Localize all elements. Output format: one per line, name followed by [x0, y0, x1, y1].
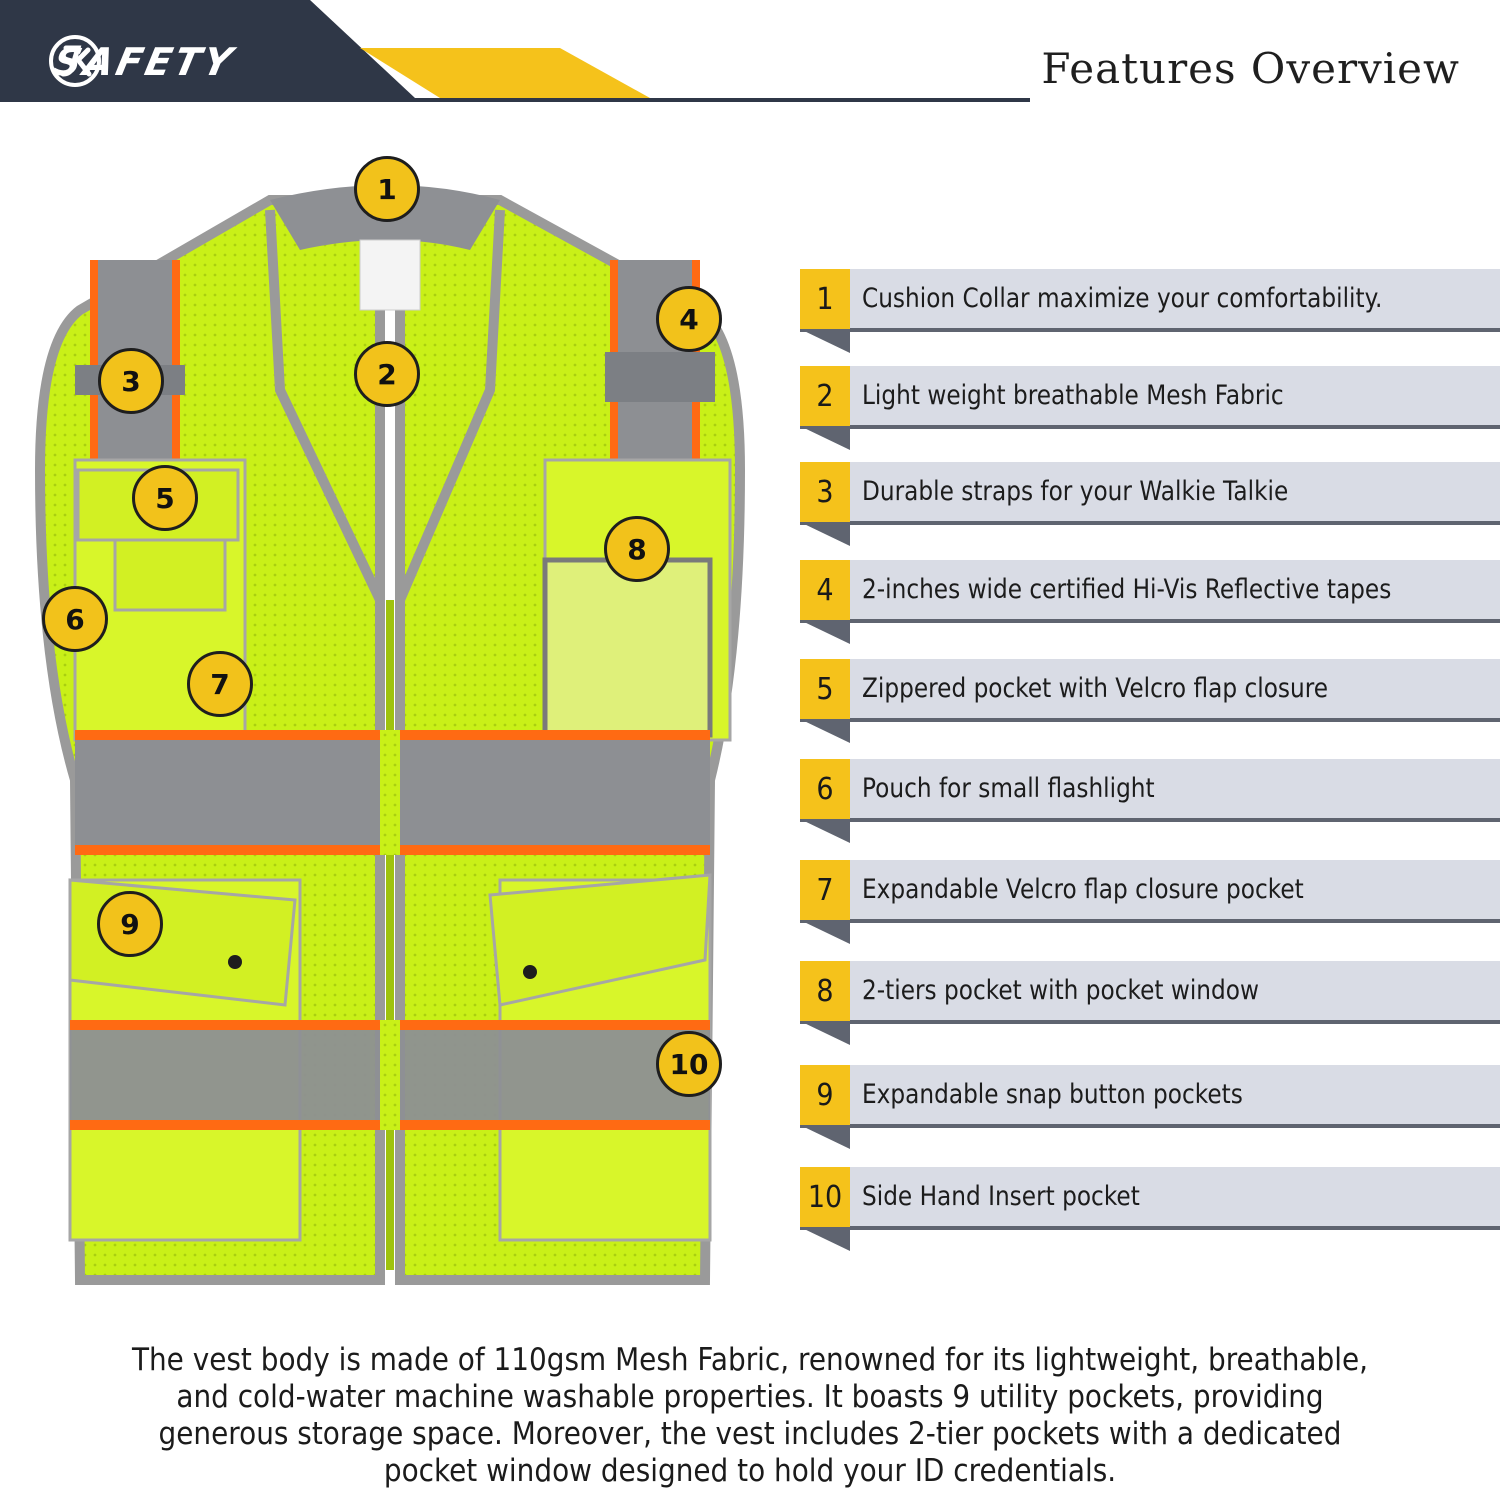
callout-1: 1: [354, 156, 420, 222]
feature-number: 5: [800, 659, 850, 719]
feature-text: 2-inches wide certified Hi-Vis Reflective tapes: [862, 574, 1392, 605]
feature-number: 6: [800, 759, 850, 819]
callout-9: 9: [97, 891, 163, 957]
feature-text: Zippered pocket with Velcro flap closure: [862, 673, 1329, 704]
callout-2: 2: [354, 341, 420, 407]
feature-text: Expandable Velcro flap closure pocket: [862, 874, 1304, 905]
feature-item-1: [800, 269, 1500, 349]
feature-text: Durable straps for your Walkie Talkie: [862, 476, 1289, 507]
feature-text: Cushion Collar maximize your comfortability.: [862, 283, 1383, 314]
feature-item-5: [800, 659, 1500, 739]
feature-number: 8: [800, 961, 850, 1021]
vest-drawing: [20, 140, 760, 1300]
feature-number: 9: [800, 1065, 850, 1125]
product-description: The vest body is made of 110gsm Mesh Fabric, renowned for its lightweight, breathable, and cold-water machine washable properties. It boasts 9 utility pockets, providing generous storage space. Moreover, the vest includes 2-tier pockets with a dedicated pocket window designed to hold your ID credentials.: [131, 1342, 1369, 1489]
feature-item-4: [800, 560, 1500, 640]
feature-text: Expandable snap button pockets: [862, 1079, 1243, 1110]
feature-item-9: [800, 1065, 1500, 1145]
feature-item-10: [800, 1167, 1500, 1247]
callout-3: 3: [98, 348, 164, 414]
feature-text: Side Hand Insert pocket: [862, 1181, 1140, 1212]
feature-text: 2-tiers pocket with pocket window: [862, 975, 1259, 1006]
feature-item-2: [800, 366, 1500, 446]
feature-number: 7: [800, 860, 850, 920]
feature-item-7: [800, 860, 1500, 940]
feature-item-3: [800, 462, 1500, 542]
feature-text: Light weight breathable Mesh Fabric: [862, 380, 1284, 411]
callout-7: 7: [187, 651, 253, 717]
callout-10: 10: [656, 1031, 722, 1097]
feature-text: Pouch for small flashlight: [862, 773, 1155, 804]
feature-number: 2: [800, 366, 850, 426]
brand-logo: [48, 34, 239, 90]
feature-number: 3: [800, 462, 850, 522]
callout-8: 8: [604, 516, 670, 582]
callout-5: 5: [132, 465, 198, 531]
page-title: Features Overview: [1041, 44, 1460, 93]
callout-6: 6: [42, 586, 108, 652]
callout-4: 4: [656, 286, 722, 352]
header-banner: [0, 0, 1500, 110]
feature-number: 10: [800, 1167, 850, 1227]
feature-number: 1: [800, 269, 850, 329]
vest-illustration: [20, 140, 760, 1300]
feature-item-8: [800, 961, 1500, 1041]
feature-number: 4: [800, 560, 850, 620]
feature-item-6: [800, 759, 1500, 839]
brand-name: SAFETY: [49, 40, 239, 84]
